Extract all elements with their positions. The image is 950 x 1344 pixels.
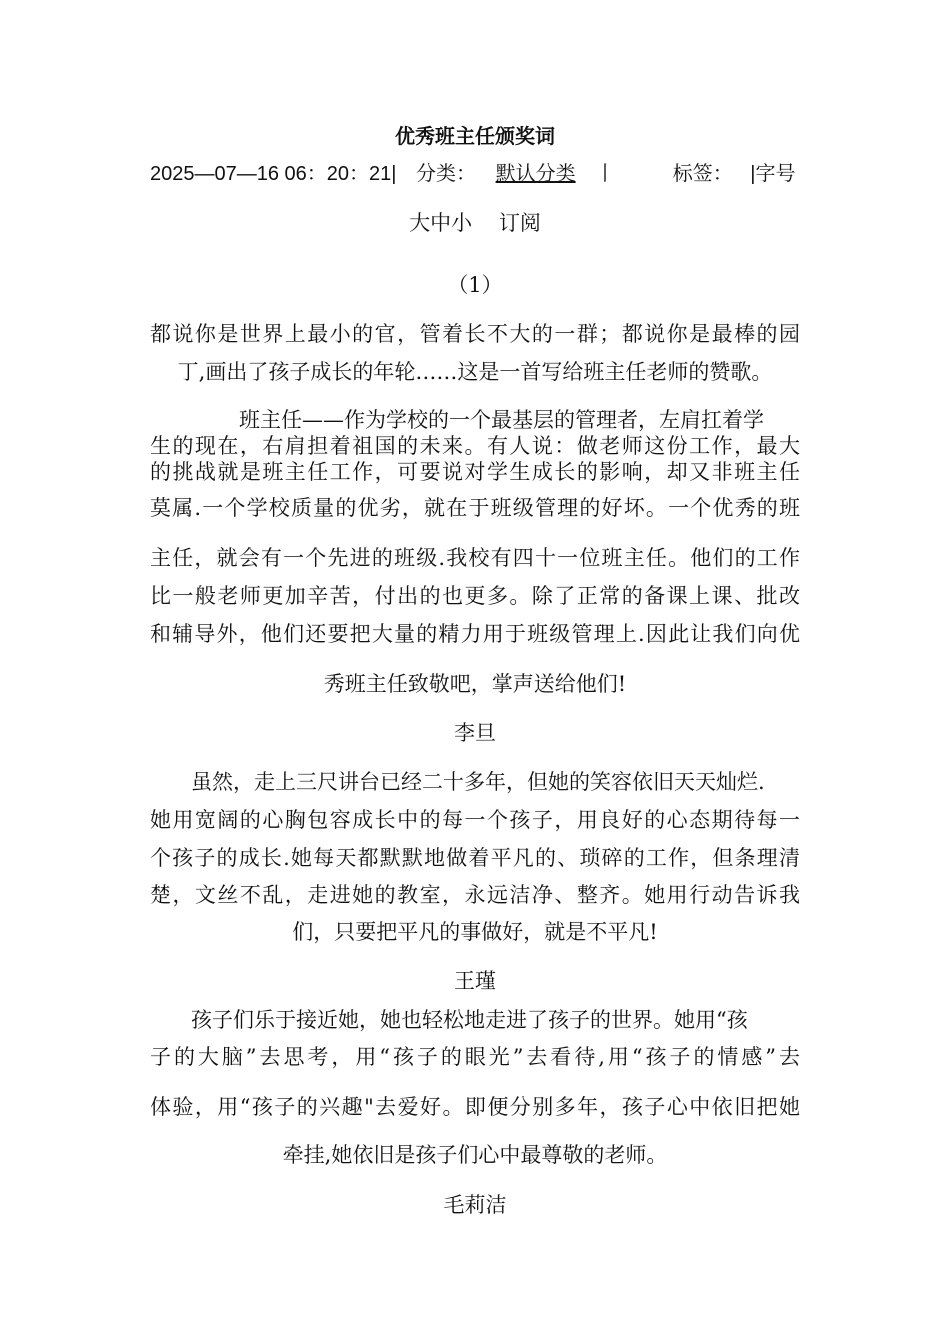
para-line: 比一般老师更加辛苦，付出的也更多。除了正常的备课上课、批改 (150, 584, 800, 608)
teacher-name: 毛莉洁 (443, 1193, 507, 1217)
teacher-line: 们，只要把平凡的事做好，就是不平凡! (292, 920, 658, 944)
teacher-line: 牵挂,她依旧是孩子们心中最尊敬的老师。 (282, 1143, 668, 1167)
intro-line: 丁,画出了孩子成长的年轮……这是一首写给班主任老师的赞歌。 (177, 360, 773, 384)
para-line: 和辅导外，他们还要把大量的精力用于班级管理上.因此让我们向优 (150, 622, 800, 646)
teacher-name: 王瑾 (454, 969, 496, 993)
para-line: 主任，就会有一个先进的班级.我校有四十一位班主任。他们的工作 (150, 546, 800, 570)
font-size-controls (150, 209, 800, 237)
teacher-name: 李旦 (454, 721, 496, 745)
category-link[interactable]: 默认分类 (495, 163, 576, 185)
font-size-label: |字号 (750, 163, 796, 185)
category-label: 分类： (416, 163, 477, 185)
para-line: 的挑战就是班主任工作，可要说对学生成长的影响，却又非班主任 (150, 460, 800, 484)
teacher-line: 楚，文丝不乱，走进她的教室，永远洁净、整齐。她用行动告诉我 (150, 883, 800, 907)
post-datetime: 2025—07—16 06：20：21| (150, 163, 397, 185)
meta-bar (150, 160, 810, 188)
para-line: 秀班主任致敬吧，掌声送给他们! (323, 672, 627, 696)
teacher-line: 个孩子的成长.她每天都默默地做着平凡的、琐碎的工作，但条理清 (150, 846, 800, 870)
teacher-line: 她用宽阔的心胸包容成长中的每一个孩子，用良好的心态期待每一 (150, 808, 800, 832)
meta-separator: 丨 (595, 163, 616, 185)
font-size-large-button[interactable]: 大 (409, 211, 431, 235)
font-size-medium-button[interactable]: 中 (430, 211, 452, 235)
para-line: 班主任——作为学校的一个最基层的管理者，左肩扛着学 (239, 408, 764, 432)
teacher-line: 孩子们乐于接近她，她也轻松地走进了孩子的世界。她用“孩 (191, 1008, 748, 1032)
section-number: （1） (447, 273, 503, 297)
teacher-line: 子的大脑”去思考，用“孩子的眼光”去看待,用“孩子的情感”去 (150, 1045, 800, 1069)
page-title: 优秀班主任颁奖词 (395, 124, 555, 148)
intro-line: 都说你是世界上最小的官，管着长不大的一群；都说你是最棒的园 (150, 322, 800, 346)
tags-label: 标签： (672, 163, 733, 185)
para-line: 生的现在，右肩担着祖国的未来。有人说：做老师这份工作，最大 (150, 434, 800, 458)
teacher-line: 虽然，走上三尺讲台已经二十多年，但她的笑容依旧天天灿烂. (191, 770, 765, 794)
teacher-line: 体验，用“孩子的兴趣"去爱好。即便分别多年，孩子心中依旧把她 (150, 1095, 800, 1119)
para-line: 莫属.一个学校质量的优劣，就在于班级管理的好坏。一个优秀的班 (150, 496, 800, 520)
subscribe-link[interactable]: 订阅 (498, 211, 541, 235)
font-size-small-button[interactable]: 小 (451, 211, 473, 235)
